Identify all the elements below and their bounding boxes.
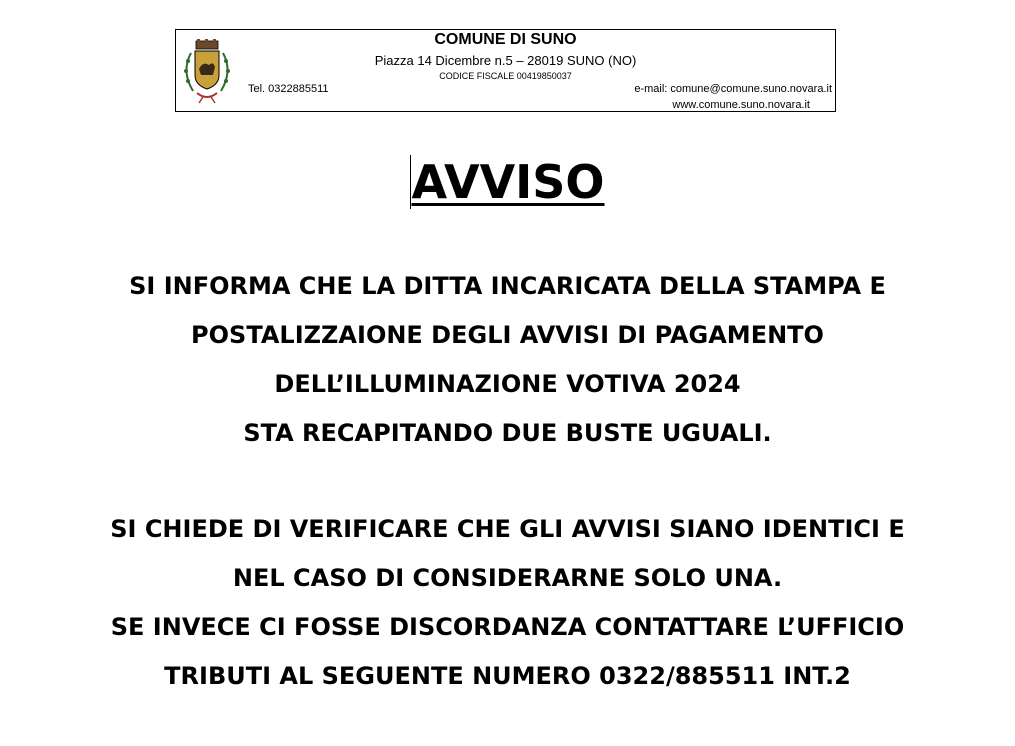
notice-line: NEL CASO DI CONSIDERARNE SOLO UNA.: [232, 564, 783, 592]
website: www.comune.suno.novara.it: [672, 99, 810, 111]
notice-line: SI INFORMA CHE LA DITTA INCARICATA DELLA STAMPA E: [129, 272, 886, 300]
notice-title: AVVISO: [411, 155, 605, 209]
notice-line: STA RECAPITANDO DUE BUSTE UGUALI.: [243, 419, 772, 447]
notice-title-container: [0, 152, 1015, 212]
notice-paragraph-1: [0, 262, 1015, 458]
letterhead: [175, 29, 836, 112]
fiscal-code: CODICE FISCALE 00419850037: [439, 71, 572, 81]
notice-line: DELL’ILLUMINAZIONE VOTIVA 2024: [274, 370, 741, 398]
notice-line: TRIBUTI AL SEGUENTE NUMERO 0322/885511 INT.2: [164, 662, 851, 690]
email: e-mail: comune@comune.suno.novara.it: [634, 83, 832, 95]
notice-paragraph-2: [0, 505, 1015, 701]
notice-line: SI CHIEDE DI VERIFICARE CHE GLI AVVISI SIANO IDENTICI E: [110, 515, 905, 543]
telephone: Tel. 0322885511: [248, 83, 329, 95]
address: Piazza 14 Dicembre n.5 – 28019 SUNO (NO): [374, 53, 637, 68]
notice-line: SE INVECE CI FOSSE DISCORDANZA CONTATTARE L’UFFICIO: [110, 613, 905, 641]
notice-line: POSTALIZZAIONE DEGLI AVVISI DI PAGAMENTO: [191, 321, 824, 349]
org-name: COMUNE DI SUNO: [434, 31, 577, 48]
